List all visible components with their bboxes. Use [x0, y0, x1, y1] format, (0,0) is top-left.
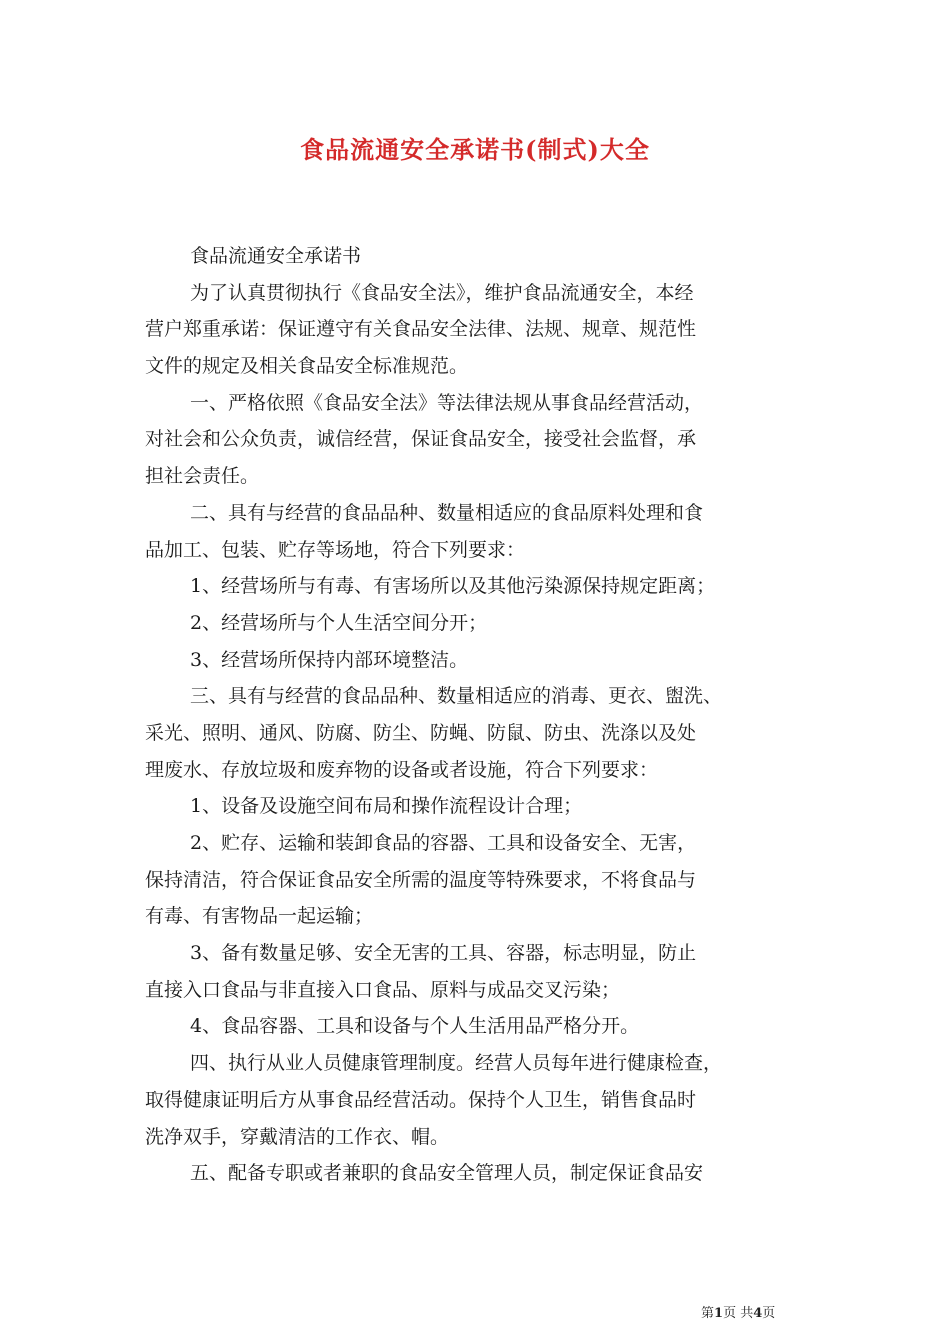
text-line: 对社会和公众负责，诚信经营，保证食品安全，接受社会监督，承 [145, 428, 697, 451]
text-line: 食品流通安全承诺书 [190, 245, 362, 267]
text-line: 保持清洁，符合保证食品安全所需的温度等特殊要求，不将食品与 [145, 868, 697, 891]
text-line: 直接入口食品与非直接入口食品、原料与成品交叉污染； [145, 978, 621, 1001]
text-line: 文件的规定及相关食品安全标准规范。 [145, 355, 469, 378]
text-line: 1、设备及设施空间布局和操作流程设计合理； [190, 795, 583, 818]
text-line: 1、经营场所与有毒、有害场所以及其他污染源保持规定距离； [190, 575, 716, 598]
text-line: 2、经营场所与个人生活空间分开； [190, 611, 488, 634]
document-body [145, 238, 815, 1192]
text-line: 理废水、存放垃圾和废弃物的设备或者设施，符合下列要求： [145, 758, 659, 781]
text-line: 取得健康证明后方从事食品经营活动。保持个人卫生，销售食品时 [145, 1088, 697, 1111]
text-line: 三、具有与经营的食品品种、数量相适应的消毒、更衣、盥洗、 [190, 685, 723, 708]
text-line: 有毒、有害物品一起运输； [145, 905, 374, 928]
footer-middle: 页 共 [723, 1306, 754, 1321]
text-line: 四、执行从业人员健康管理制度。经营人员每年进行健康检查， [190, 1052, 723, 1075]
text-line: 二、具有与经营的食品品种、数量相适应的食品原料处理和食 [190, 501, 704, 524]
text-line: 3、备有数量足够、安全无害的工具、容器，标志明显，防止 [190, 942, 697, 965]
current-page-number: 1 [714, 1306, 724, 1321]
text-line: 一、严格依照《食品安全法》等法律法规从事食品经营活动， [190, 391, 704, 414]
text-line: 五、配备专职或者兼职的食品安全管理人员，制定保证食品安 [190, 1162, 704, 1185]
document-title: 食品流通安全承诺书(制式)大全 [300, 135, 650, 164]
footer-suffix: 页 [762, 1306, 776, 1321]
text-line: 洗净双手，穿戴清洁的工作衣、帽。 [145, 1125, 450, 1148]
page-number-footer [701, 1302, 821, 1321]
text-line: 营户郑重承诺：保证遵守有关食品安全法律、法规、规章、规范性 [145, 318, 697, 341]
text-line: 为了认真贯彻执行《食品安全法》，维护食品流通安全，本经 [190, 281, 694, 304]
text-line: 品加工、包装、贮存等场地，符合下列要求： [145, 538, 526, 561]
text-line: 4、食品容器、工具和设备与个人生活用品严格分开。 [190, 1015, 640, 1038]
total-page-count: 4 [753, 1306, 763, 1321]
footer-prefix: 第 [701, 1306, 715, 1321]
text-line: 担社会责任。 [145, 465, 260, 488]
text-line: 2、贮存、运输和装卸食品的容器、工具和设备安全、无害， [190, 832, 697, 854]
text-line: 3、经营场所保持内部环境整洁。 [190, 648, 469, 671]
text-line: 采光、照明、通风、防腐、防尘、防蝇、防鼠、防虫、洗涤以及处 [145, 721, 697, 744]
